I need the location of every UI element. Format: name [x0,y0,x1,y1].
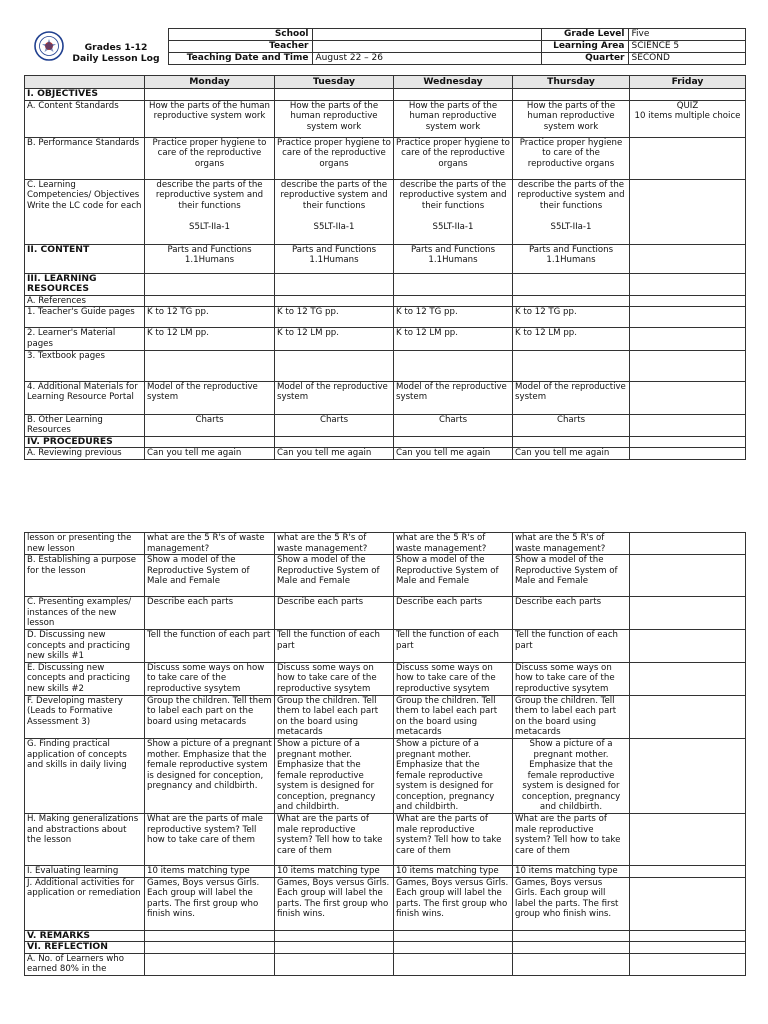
day-cell[interactable] [630,179,746,244]
day-cell[interactable]: What are the parts of male reproductive system? Tell how to take care of them [145,814,275,866]
day-cell[interactable]: Games, Boys versus Girls. Each group will label the parts. The first group who finish wins. [145,877,275,930]
header-brand [24,29,168,65]
grade-level-value[interactable]: Five [628,29,745,41]
row-label: G. Finding practical application of concepts and skills in daily living [25,738,145,813]
row-label: 2. Learner's Material pages [25,328,145,350]
day-cell[interactable] [630,273,746,295]
day-cell[interactable]: describe the parts of the reproductive system and their functions S5LT-IIa-1 [394,179,513,244]
day-cell[interactable] [513,295,630,307]
day-cell[interactable]: what are the 5 R's of waste management? [513,533,630,555]
day-cell[interactable]: Show a model of the Reproductive System of Male and Female [145,555,275,597]
day-cell[interactable]: QUIZ 10 items multiple choice [630,100,746,137]
day-header-friday: Friday [630,76,746,89]
row-label: III. LEARNING RESOURCES [25,273,145,295]
day-cell[interactable] [630,137,746,179]
day-header-monday: Monday [145,76,275,89]
day-cell[interactable]: K to 12 LM pp. [145,328,275,350]
day-cell[interactable]: describe the parts of the reproductive system and their functions S5LT-IIa-1 [275,179,394,244]
day-cell[interactable] [630,877,746,930]
table-row [25,448,746,460]
day-cell[interactable] [630,328,746,350]
day-cell[interactable]: Parts and Functions 1.1Humans [145,244,275,273]
table-row [25,695,746,738]
day-cell[interactable] [513,89,630,101]
lesson-log-page-1 [24,28,745,460]
day-cell[interactable]: K to 12 LM pp. [513,328,630,350]
day-cell[interactable] [630,953,746,975]
day-cell[interactable] [275,942,394,954]
day-cell[interactable]: describe the parts of the reproductive system and their functions S5LT-IIa-1 [513,179,630,244]
day-cell[interactable] [145,930,275,942]
day-cell[interactable] [145,953,275,975]
day-cell[interactable] [145,89,275,101]
title-line-1: Grades 1-12 [84,41,148,53]
day-cell[interactable]: Show a model of the Reproductive System of Male and Female [275,555,394,597]
table-row [25,814,746,866]
row-label: F. Developing mastery (Leads to Formative Assessment 3) [25,695,145,738]
row-label: 1. Teacher's Guide pages [25,307,145,328]
day-cell[interactable] [275,953,394,975]
day-cell[interactable]: K to 12 LM pp. [275,328,394,350]
table-row [25,877,746,930]
day-cell[interactable] [630,295,746,307]
day-cell[interactable]: Group the children. Tell them to label each part on the board using metacards [145,695,275,738]
day-cell[interactable] [513,930,630,942]
table-row [25,381,746,414]
table-row [25,414,746,436]
row-label: B. Other Learning Resources [25,414,145,436]
day-cell[interactable]: Group the children. Tell them to label each part on the board using metacards [513,695,630,738]
table-row [25,328,746,350]
table-row [25,555,746,597]
day-cell[interactable]: Practice proper hygiene to care of the reproductive organs [394,137,513,179]
day-cell[interactable]: How the parts of the human reproductive system work [513,100,630,137]
day-cell[interactable] [630,350,746,381]
day-cell[interactable]: 10 items matching type [394,866,513,878]
day-cell[interactable] [630,244,746,273]
quarter-label: Quarter [541,53,628,65]
day-cell[interactable] [394,350,513,381]
day-cell[interactable] [630,597,746,630]
day-cell[interactable]: what are the 5 R's of waste management? [394,533,513,555]
day-cell[interactable]: Tell the function of each part [145,629,275,662]
day-cell[interactable]: Discuss some ways on how to take care of the reproductive sysytem [145,662,275,695]
table-row [25,738,746,813]
day-cell[interactable]: Show a model of the Reproductive System of Male and Female [394,555,513,597]
row-label: C. Learning Competencies/ Objectives Write the LC code for each [25,179,145,244]
day-cell[interactable]: K to 12 TG pp. [513,307,630,328]
table-row [25,436,746,448]
day-cell[interactable] [630,89,746,101]
day-cell[interactable] [630,448,746,460]
row-label: A. References [25,295,145,307]
day-cell[interactable] [394,295,513,307]
day-cell[interactable]: K to 12 TG pp. [145,307,275,328]
day-cell[interactable]: Group the children. Tell them to label each part on the board using metacards [275,695,394,738]
day-cell[interactable]: Charts [275,414,394,436]
day-cell[interactable]: Model of the reproductive system [275,381,394,414]
day-cell[interactable]: Games, Boys versus Girls. Each group will label the parts. The first group who finish wins. [513,877,630,930]
day-cell[interactable] [275,89,394,101]
row-label: I. OBJECTIVES [25,89,145,101]
row-label: C. Presenting examples/ instances of the new lesson [25,597,145,630]
day-cell[interactable]: Describe each parts [513,597,630,630]
day-cell[interactable] [630,738,746,813]
day-cell[interactable]: Describe each parts [394,597,513,630]
day-header-tuesday: Tuesday [275,76,394,89]
day-cell[interactable]: K to 12 LM pp. [394,328,513,350]
day-cell[interactable] [275,930,394,942]
row-label: IV. PROCEDURES [25,436,145,448]
day-cell[interactable]: Parts and Functions 1.1Humans [513,244,630,273]
day-cell[interactable] [630,381,746,414]
day-header-wednesday: Wednesday [394,76,513,89]
day-cell[interactable]: K to 12 TG pp. [394,307,513,328]
day-cell[interactable]: K to 12 TG pp. [275,307,394,328]
day-cell[interactable]: Describe each parts [145,597,275,630]
table-row [25,244,746,273]
row-label: B. Performance Standards [25,137,145,179]
row-label: V. REMARKS [25,930,145,942]
row-label: J. Additional activities for application or remediation [25,877,145,930]
day-cell[interactable] [513,273,630,295]
day-cell[interactable]: Show a picture of a pregnant mother. Emphasize that the female reproductive system is designed for conception, pregnancy and childbirth. [145,738,275,813]
lesson-table-page-1 [24,75,746,460]
day-cell[interactable] [275,350,394,381]
day-cell[interactable]: How the parts of the human reproductive system work [145,100,275,137]
day-cell[interactable] [630,555,746,597]
day-cell[interactable]: Model of the reproductive system [513,381,630,414]
learning-area-value[interactable]: SCIENCE 5 [628,41,745,53]
day-cell[interactable]: Model of the reproductive system [394,381,513,414]
table-row [25,350,746,381]
row-label: 4. Additional Materials for Learning Resource Portal [25,381,145,414]
table-row [25,629,746,662]
day-cell[interactable]: Charts [394,414,513,436]
day-cell[interactable] [630,307,746,328]
teacher-value[interactable] [312,41,541,53]
day-cell[interactable]: Can you tell me again [275,448,394,460]
day-cell[interactable] [630,814,746,866]
day-cell[interactable]: Discuss some ways on how to take care of the reproductive sysytem [275,662,394,695]
day-cell[interactable]: Discuss some ways on how to take care of the reproductive sysytem [394,662,513,695]
day-cell[interactable]: Tell the function of each part [394,629,513,662]
day-cell[interactable] [513,436,630,448]
day-cell[interactable]: Games, Boys versus Girls. Each group will label the parts. The first group who finish wins. [275,877,394,930]
school-value[interactable] [312,29,541,41]
day-cell[interactable]: Tell the function of each part [275,629,394,662]
row-label: I. Evaluating learning [25,866,145,878]
day-cell[interactable] [275,295,394,307]
row-label: B. Establishing a purpose for the lesson [25,555,145,597]
day-cell[interactable] [630,695,746,738]
day-cell[interactable]: Practice proper hygiene to care of the reproductive organs [275,137,394,179]
day-cell[interactable]: Show a picture of a pregnant mother. Emphasize that the female reproductive system is designed for conception, pregnancy and childbirth. [275,738,394,813]
day-cell[interactable]: 10 items matching type [513,866,630,878]
table-row [25,597,746,630]
day-cell[interactable]: Practice proper hygiene to care of the reproductive organs [513,137,630,179]
day-cell[interactable] [630,533,746,555]
learning-area-label: Learning Area [541,41,628,53]
day-cell[interactable] [513,350,630,381]
table-row [25,273,746,295]
day-cell[interactable] [275,273,394,295]
table-row [25,89,746,101]
day-cell[interactable] [275,436,394,448]
day-cell[interactable]: What are the parts of male reproductive system? Tell how to take care of them [394,814,513,866]
day-cell[interactable]: 10 items matching type [145,866,275,878]
day-cell[interactable]: Show a model of the Reproductive System of Male and Female [513,555,630,597]
day-cell[interactable] [513,953,630,975]
row-label: A. Reviewing previous [25,448,145,460]
day-cell[interactable]: Charts [145,414,275,436]
row-label: A. No. of Learners who earned 80% in the [25,953,145,975]
day-cell[interactable] [394,942,513,954]
school-label: School [168,29,312,41]
table-row [25,930,746,942]
day-cell[interactable]: Tell the function of each part [513,629,630,662]
table-row [25,866,746,878]
day-cell[interactable]: Show a picture of a pregnant mother. Emphasize that the female reproductive system is designed for conception, pregnancy and childbirth. [394,738,513,813]
day-cell[interactable] [145,273,275,295]
table-row [25,100,746,137]
table-row [25,942,746,954]
day-cell[interactable]: Games, Boys versus Girls. Each group will label the parts. The first group who finish wins. [394,877,513,930]
title-line-2: Daily Lesson Log [72,53,160,64]
day-cell[interactable]: How the parts of the human reproductive system work [394,100,513,137]
row-label: H. Making generalizations and abstractions about the lesson [25,814,145,866]
row-label: 3. Textbook pages [25,350,145,381]
day-cell[interactable] [630,629,746,662]
day-cell[interactable] [630,930,746,942]
day-header-row [25,76,746,89]
quarter-value[interactable]: SECOND [628,53,745,65]
day-cell[interactable] [145,295,275,307]
day-cell[interactable]: describe the parts of the reproductive system and their functions S5LT-IIa-1 [145,179,275,244]
row-label: E. Discussing new concepts and practicing new skills #2 [25,662,145,695]
day-cell[interactable]: Model of the reproductive system [145,381,275,414]
header-table [24,28,746,65]
day-cell[interactable]: 10 items matching type [275,866,394,878]
day-cell[interactable]: what are the 5 R's of waste management? [145,533,275,555]
day-cell[interactable] [630,942,746,954]
day-cell[interactable] [630,436,746,448]
lesson-table-page-2 [24,532,746,976]
teacher-label: Teacher [168,41,312,53]
day-cell[interactable]: Charts [513,414,630,436]
day-header-thursday: Thursday [513,76,630,89]
day-cell[interactable]: Parts and Functions 1.1Humans [275,244,394,273]
day-cell[interactable]: what are the 5 R's of waste management? [275,533,394,555]
day-cell[interactable] [513,942,630,954]
day-cell[interactable] [630,662,746,695]
date-time-label: Teaching Date and Time [168,53,312,65]
row-label: D. Discussing new concepts and practicing new skills #1 [25,629,145,662]
row-label: II. CONTENT [25,244,145,273]
day-cell[interactable]: What are the parts of male reproductive system? Tell how to take care of them [275,814,394,866]
day-cell[interactable]: Parts and Functions 1.1Humans [394,244,513,273]
day-cell[interactable] [394,436,513,448]
day-cell[interactable]: Can you tell me again [145,448,275,460]
day-cell[interactable]: Describe each parts [275,597,394,630]
grade-level-label: Grade Level [541,29,628,41]
table-row [25,953,746,975]
row-label: lesson or presenting the new lesson [25,533,145,555]
table-row [25,533,746,555]
page-2-rows [25,533,746,976]
day-cell[interactable]: Discuss some ways on how to take care of the reproductive sysytem [513,662,630,695]
day-cell[interactable]: Practice proper hygiene to care of the reproductive organs [145,137,275,179]
table-row [25,662,746,695]
day-cell[interactable]: What are the parts of male reproductive system? Tell how to take care of them [513,814,630,866]
deped-seal-icon [34,31,64,61]
day-cell[interactable] [145,942,275,954]
date-time-value[interactable]: August 22 – 26 [312,53,541,65]
day-cell[interactable]: Group the children. Tell them to label each part on the board using metacards [394,695,513,738]
day-cell[interactable]: Show a picture of a pregnant mother. Emphasize that the female reproductive system is designed for conception, pregnancy and childbirth. [513,738,630,813]
day-cell[interactable] [394,953,513,975]
day-cell[interactable] [630,414,746,436]
lesson-log-page-2 [24,532,745,976]
day-cell[interactable] [394,273,513,295]
day-cell[interactable] [394,89,513,101]
row-label: VI. REFLECTION [25,942,145,954]
day-cell[interactable] [394,930,513,942]
day-cell[interactable]: Can you tell me again [394,448,513,460]
table-row [25,179,746,244]
day-header-blank [25,76,145,89]
table-row [25,137,746,179]
table-row [25,295,746,307]
table-row [25,307,746,328]
day-cell[interactable] [145,436,275,448]
day-cell[interactable] [145,350,275,381]
day-cell[interactable] [630,866,746,878]
day-cell[interactable]: Can you tell me again [513,448,630,460]
row-label: A. Content Standards [25,100,145,137]
day-cell[interactable]: How the parts of the human reproductive system work [275,100,394,137]
dll-title [68,42,164,65]
page-1-rows [25,89,746,460]
